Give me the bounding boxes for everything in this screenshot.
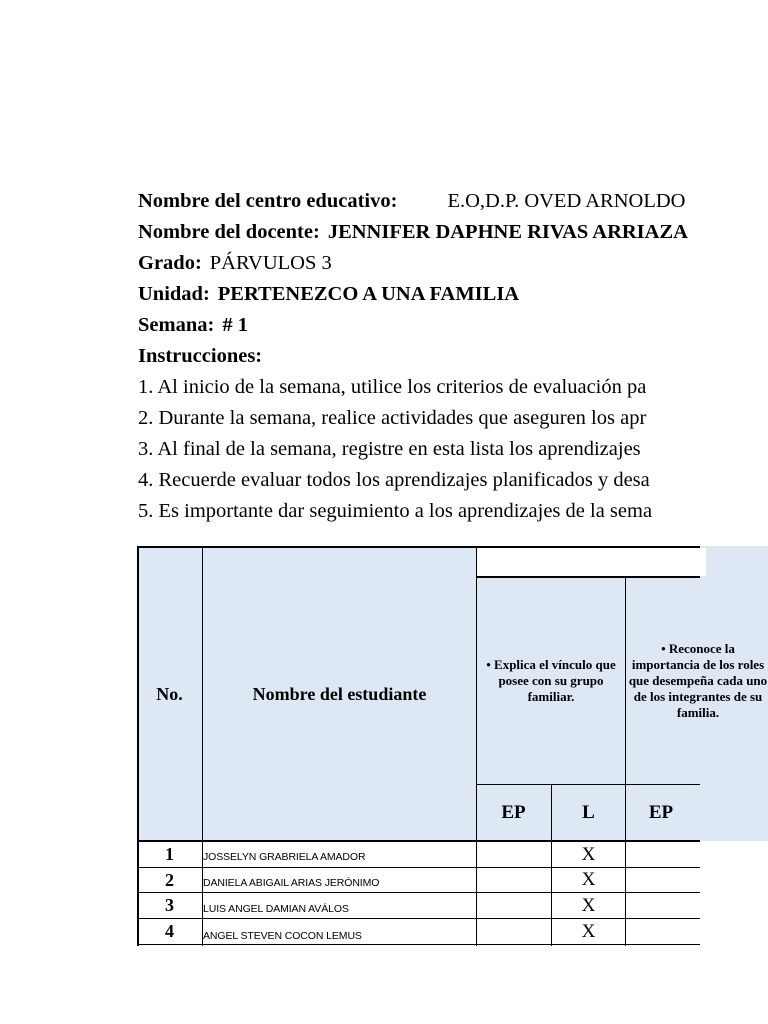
unit-line: [138, 279, 700, 310]
instruction-item: 1. Al inicio de la semana, utilice los criterios de evaluación pa: [138, 376, 647, 398]
teacher-line: [138, 217, 700, 248]
criterion-2: • Reconoce la importancia de los roles que desempeña cada uno de los integrantes de su familia.: [628, 641, 768, 720]
subheader-ep: EP: [501, 801, 526, 823]
document-header: [138, 186, 700, 527]
school-line: [138, 186, 700, 217]
table-bottom-border: [137, 944, 700, 945]
criteria-group-header-cell: [476, 548, 706, 576]
unit-label: Unidad:: [138, 283, 210, 305]
unit-value: PERTENEZCO A UNA FAMILIA: [217, 283, 520, 305]
col-divider: [625, 576, 626, 946]
evaluation-table: [137, 546, 768, 946]
row-number: 2: [165, 869, 174, 890]
row-number: 1: [165, 844, 174, 864]
instruction-item: 4. Recuerde evaluar todos los aprendizajes planificados y desa: [138, 469, 650, 491]
mark-l: X: [581, 869, 596, 890]
teacher-value: JENNIFER DAPHNE RIVAS ARRIAZA: [327, 221, 688, 243]
teacher-label: Nombre del docente:: [138, 221, 320, 243]
instruction-item: 5. Es importante dar seguimiento a los aprendizajes de la sema: [138, 500, 653, 522]
instructions-label: Instrucciones:: [138, 345, 263, 367]
mark-l: X: [581, 920, 596, 942]
subheader-l: L: [582, 801, 595, 823]
student-name: ANGEL STEVEN COCON LEMUS: [203, 930, 362, 942]
grade-value: PÁRVULOS 3: [209, 252, 332, 274]
student-name: DANIELA ABIGAIL ARIAS JERÓNIMO: [203, 877, 380, 889]
instruction-item: 2. Durante la semana, realice actividades que aseguren los apr: [138, 407, 647, 429]
week-value: # 1: [222, 314, 248, 336]
row-number: 4: [165, 921, 174, 941]
school-label: Nombre del centro educativo:: [138, 190, 398, 212]
week-line: [138, 310, 700, 341]
instruction-item: 3. Al final de la semana, registre en esta lista los aprendizajes: [138, 438, 641, 460]
row-number: 3: [165, 895, 174, 915]
student-name: JOSSELYN GRABRIELA AMADOR: [203, 851, 366, 863]
grade-label: Grado:: [138, 252, 202, 274]
col-header-student-name: Nombre del estudiante: [252, 683, 427, 704]
mark-l: X: [581, 843, 596, 865]
school-value: E.O,D.P. OVED ARNOLDO: [447, 190, 686, 212]
week-label: Semana:: [138, 314, 215, 336]
student-name: LUIS ANGEL DAMIAN AVÁLOS: [203, 903, 349, 915]
mark-l: X: [581, 894, 596, 916]
col-header-no: No.: [156, 683, 183, 704]
subheader-ep: EP: [648, 801, 674, 823]
instructions-line: [138, 341, 700, 372]
col-divider: [476, 546, 477, 946]
criterion-1: • Explica el vínculo que posee con su grupo familiar.: [486, 657, 616, 704]
grade-line: [138, 248, 700, 279]
